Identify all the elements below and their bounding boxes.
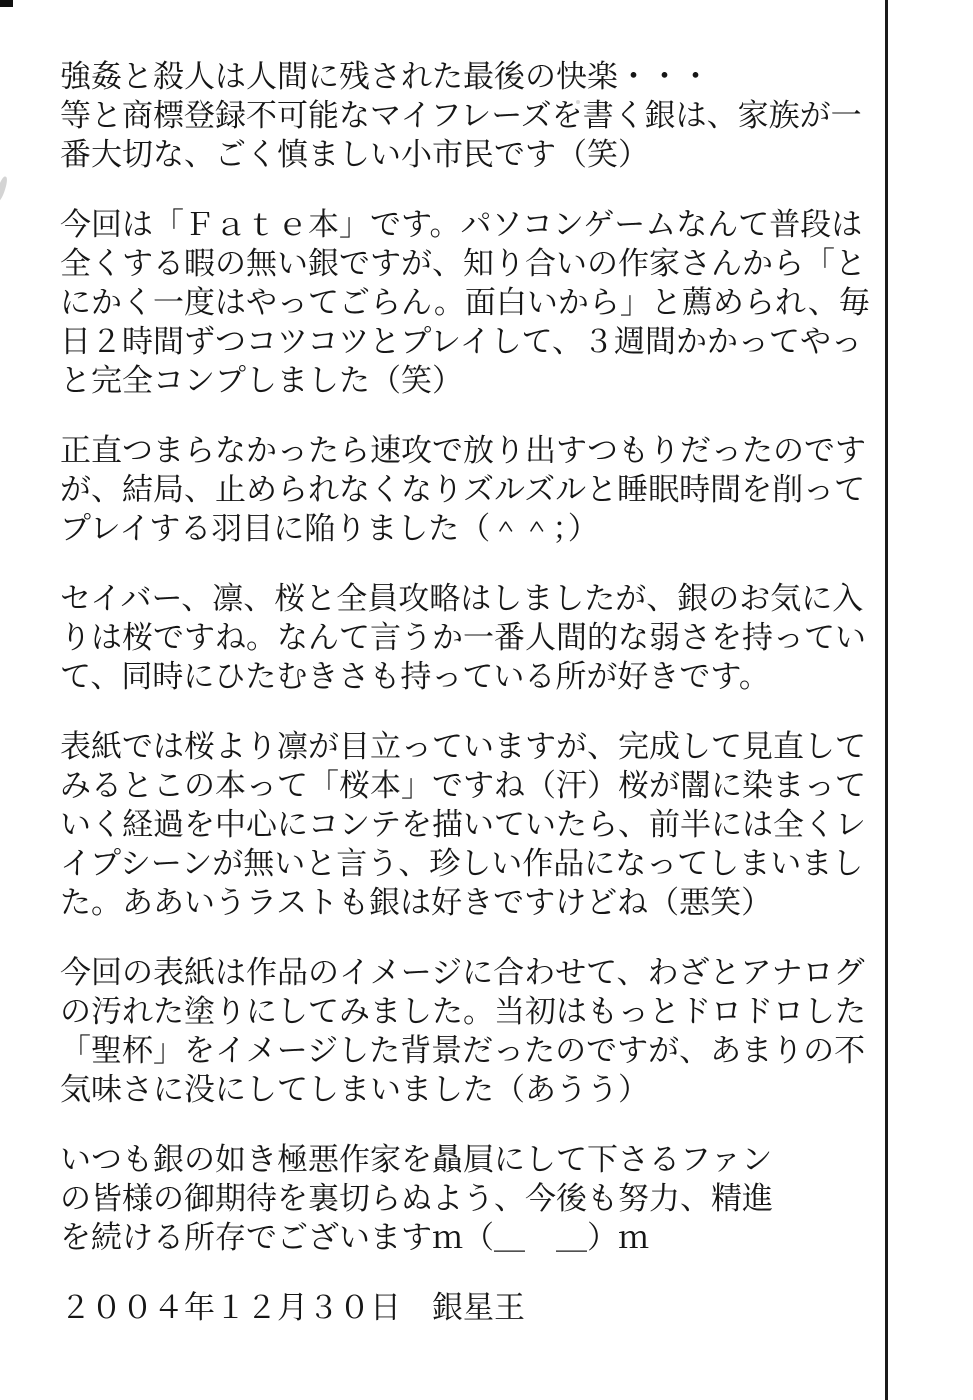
text-line: 「聖杯」をイメージした背景だったのですが、あまりの不	[60, 1033, 866, 1069]
page-border-line	[885, 0, 888, 1400]
text-line: 正直つまらなかったら速攻で放り出すつもりだったのです	[60, 433, 866, 469]
paragraph-fate-book	[60, 206, 872, 401]
paragraph-cover-art	[60, 954, 872, 1110]
paragraph-intro	[60, 58, 872, 175]
text-line: セイバー、凛、桜と全員攻略はしましたが、銀のお気に入	[60, 581, 864, 617]
text-line: にかく一度はやってごらん。面白いから」と薦められ、毎	[60, 285, 870, 321]
text-line: 表紙では桜より凛が目立っていますが、完成して見直して	[60, 729, 866, 765]
text-line: の汚れた塗りにしてみました。当初はもっとドロドロした	[60, 994, 866, 1030]
paragraph-thanks	[60, 1141, 872, 1258]
text-line: 今回の表紙は作品のイメージに合わせて、わざとアナログ	[60, 955, 865, 991]
text-line: の皆様の御期待を裏切らぬよう、今後も努力、精進	[60, 1181, 773, 1217]
text-line: 番大切な、ごく慎ましい小市民です（笑）	[60, 137, 649, 173]
text-line: を続ける所存でございますｍ（＿ ＿）ｍ	[60, 1220, 649, 1256]
date-signature-line	[60, 1289, 872, 1328]
text-line: みるとこの本って「桜本」ですね（汗）桜が闇に染まって	[60, 768, 866, 804]
date-signature-text: ２００４年１２月３０日 銀星王	[60, 1290, 525, 1326]
scan-corner-artifact	[0, 0, 13, 7]
afterword-text	[60, 58, 872, 1328]
text-line: イプシーンが無いと言う、珍しい作品になってしまいまし	[60, 846, 864, 882]
paragraph-cover-story	[60, 728, 872, 923]
text-line: いく経過を中心にコンテを描いていたら、前半には全くレ	[60, 807, 866, 843]
text-line: 日２時間ずつコツコツとプレイして、３週間かかってやっ	[60, 324, 862, 360]
paragraph-favorite-character	[60, 580, 872, 697]
text-line: 気味さに没にしてしまいました（あうう）	[60, 1072, 649, 1108]
text-line: 強姦と殺人は人間に残された最後の快楽・・・	[60, 59, 711, 95]
text-line: た。ああいうラストも銀は好きですけどね（悪笑）	[60, 885, 773, 921]
text-line: が、結局、止められなくなりズルズルと睡眠時間を削って	[60, 472, 866, 508]
scan-edge-smudge	[0, 176, 9, 203]
text-line: りは桜ですね。なんて言うか一番人間的な弱さを持ってい	[60, 620, 866, 656]
text-line: 今回は「Ｆａｔｅ本」です。パソコンゲームなんて普段は	[60, 207, 863, 243]
text-line: いつも銀の如き極悪作家を贔屓にして下さるファン	[60, 1142, 773, 1178]
text-line: て、同時にひたむきさも持っている所が好きです。	[60, 659, 770, 695]
text-line: プレイする羽目に陥りました（＾＾；）	[60, 511, 599, 547]
text-line: と完全コンプしました（笑）	[60, 363, 463, 399]
text-line: 等と商標登録不可能なマイフレーズを書く銀は、家族が一	[60, 98, 862, 134]
paragraph-play-experience	[60, 432, 872, 549]
text-line: 全くする暇の無い銀ですが、知り合いの作家さんから「と	[60, 246, 866, 282]
